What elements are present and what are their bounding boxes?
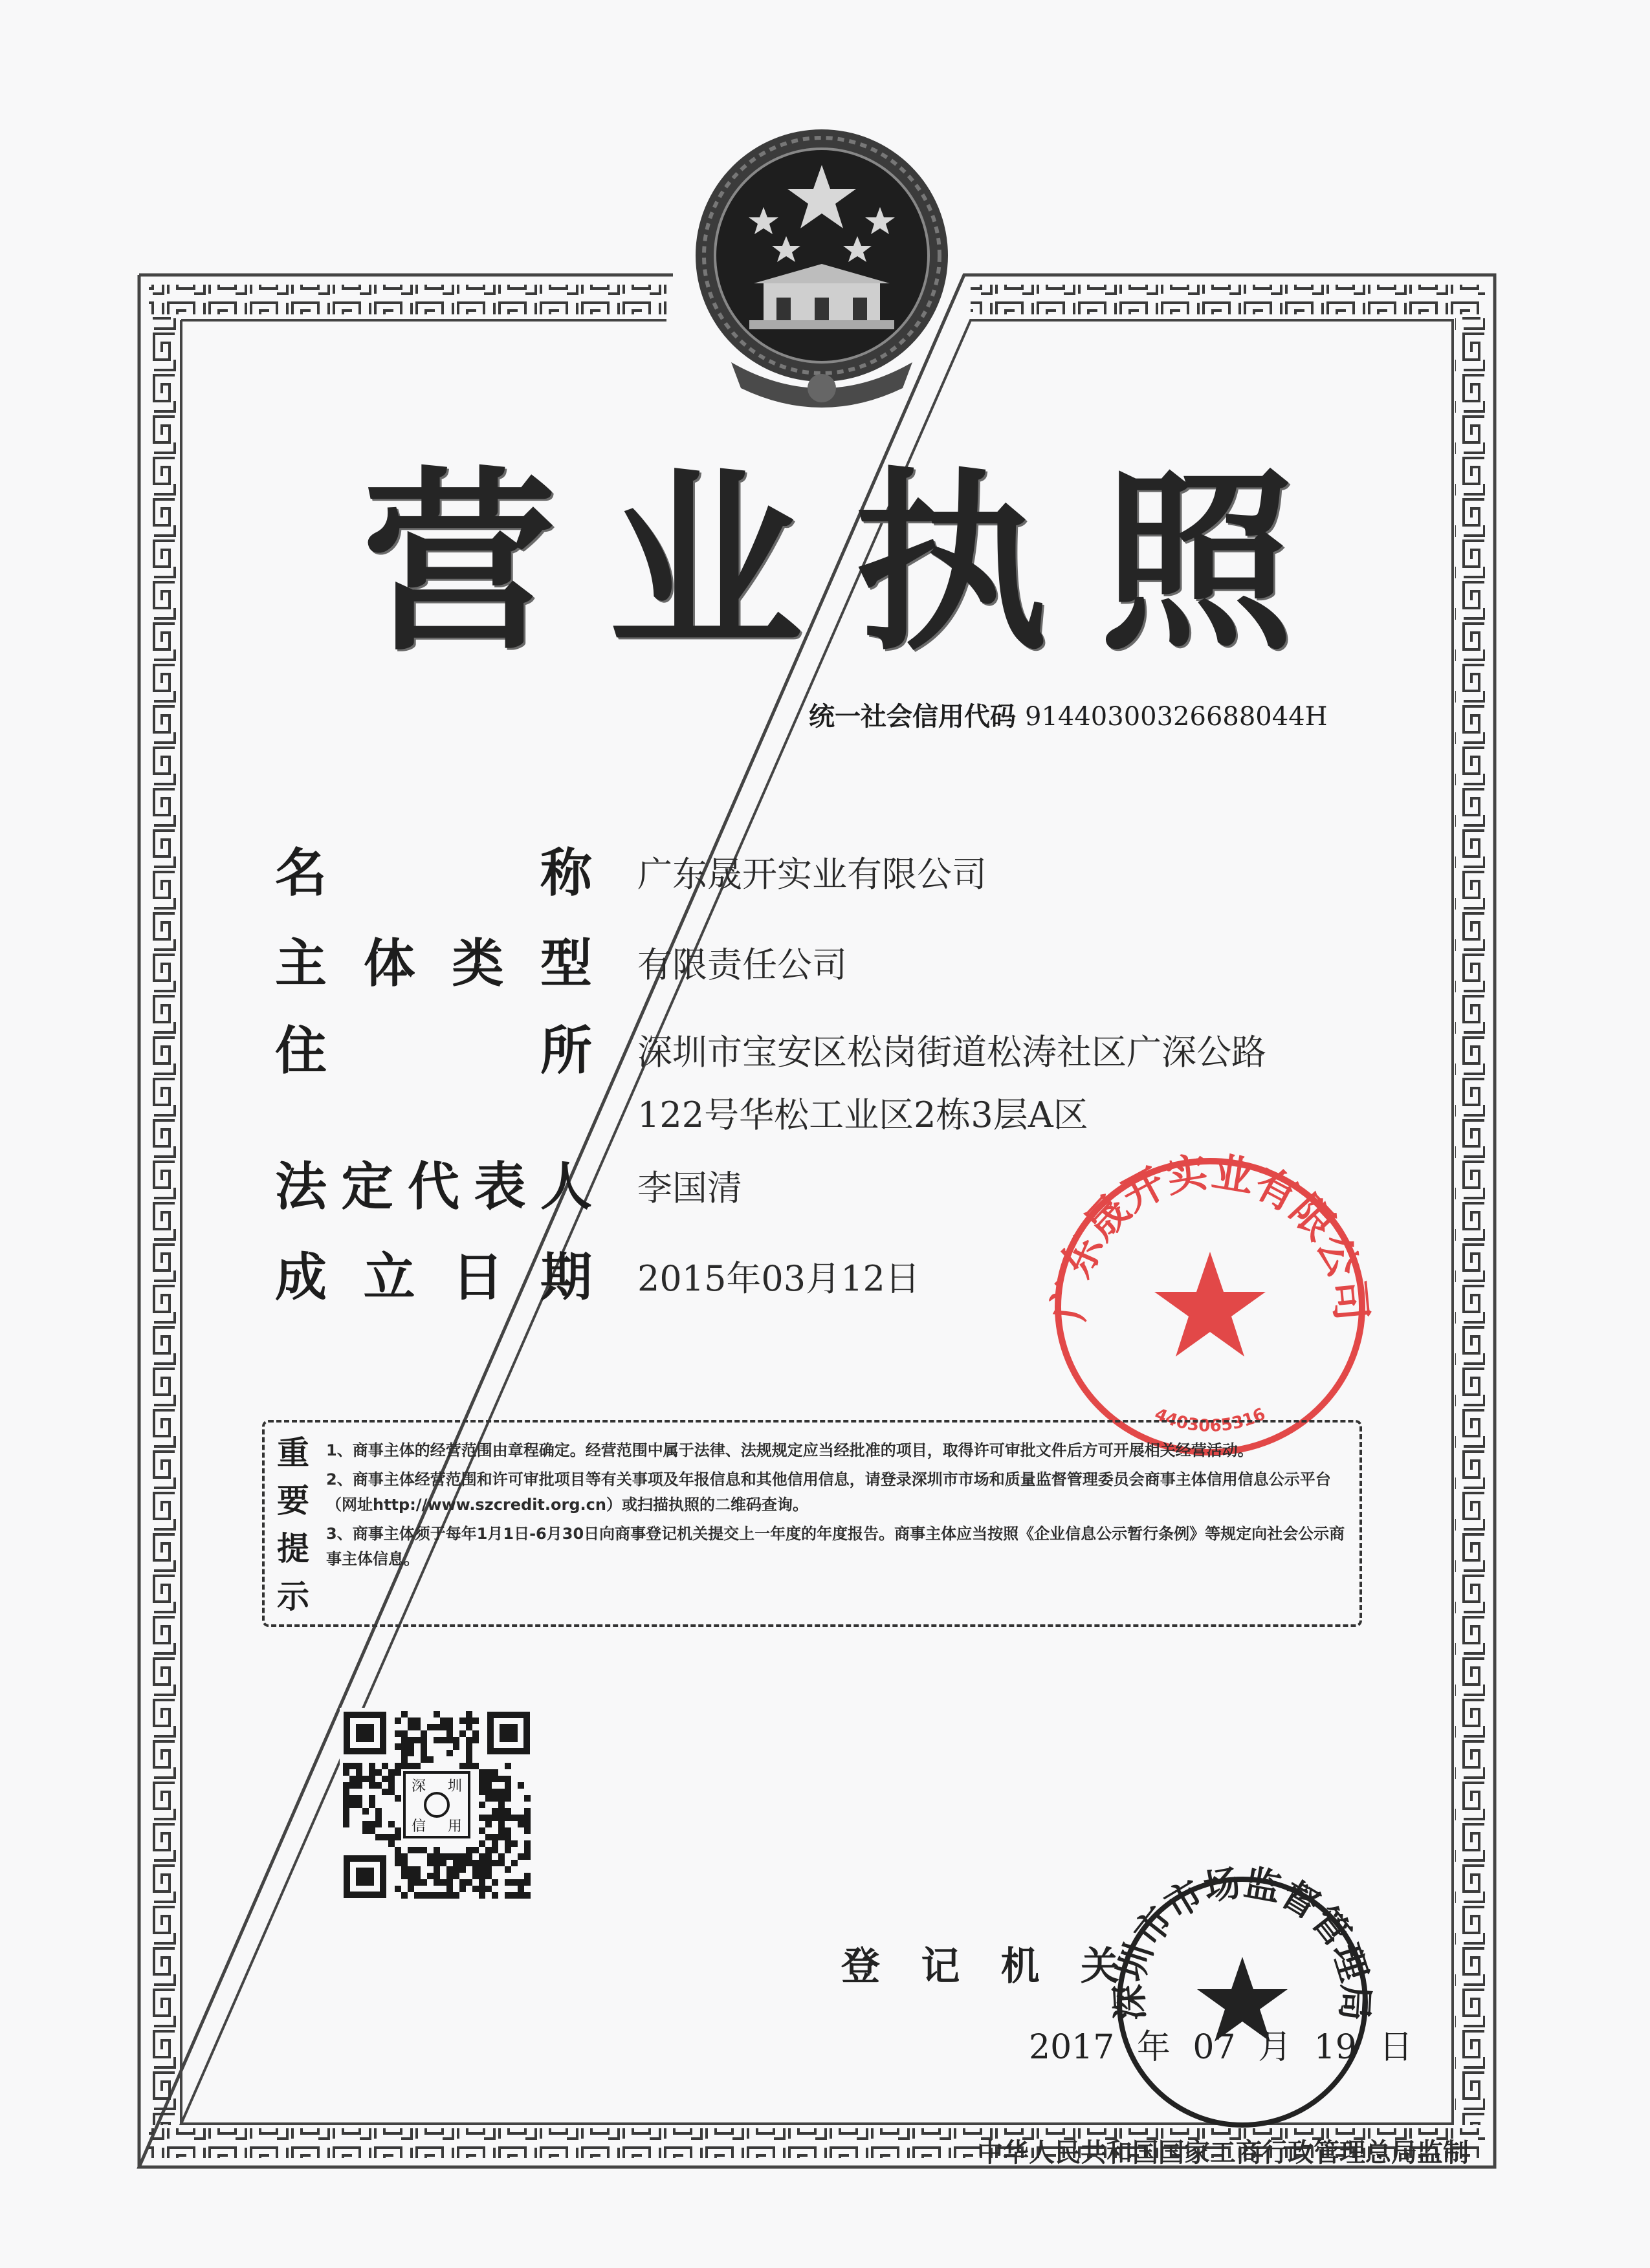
notice-heading: 重 要 提 示	[277, 1434, 309, 1615]
qr-module	[472, 1717, 479, 1724]
qr-module	[356, 1769, 362, 1776]
qr-module	[498, 1802, 505, 1808]
qr-module	[511, 1879, 518, 1886]
qr-module	[421, 1737, 427, 1743]
qr-module	[427, 1892, 434, 1899]
qr-module	[434, 1711, 440, 1717]
qr-module	[395, 1847, 401, 1853]
qr-module	[408, 1866, 414, 1873]
authority-seal-text: 深圳市市场监督管理局	[1108, 1862, 1377, 2022]
qr-module	[421, 1847, 427, 1853]
title-char: 业	[608, 448, 802, 677]
qr-module	[401, 1763, 408, 1769]
qr-module	[369, 1827, 375, 1834]
qr-module	[362, 1827, 369, 1834]
qr-module	[466, 1724, 472, 1730]
notice-body	[326, 1438, 1355, 1576]
qr-module	[518, 1886, 524, 1892]
qr-module	[414, 1892, 421, 1899]
qr-module	[401, 1892, 408, 1899]
qr-module	[479, 1782, 485, 1789]
qr-logo-char: 深	[411, 1778, 426, 1794]
qr-module	[459, 1886, 466, 1892]
qr-module	[427, 1724, 434, 1730]
qr-module	[446, 1892, 453, 1899]
qr-module	[401, 1750, 408, 1756]
qr-module	[434, 1853, 440, 1860]
qr-module	[440, 1853, 446, 1860]
qr-module	[518, 1879, 524, 1886]
qr-module	[498, 1795, 505, 1802]
qr-module	[343, 1802, 349, 1808]
qr-module	[498, 1834, 505, 1840]
qr-module	[466, 1750, 472, 1756]
credit-code	[809, 697, 1456, 736]
qr-module	[466, 1756, 472, 1763]
qr-module	[395, 1886, 401, 1892]
qr-module	[505, 1892, 511, 1899]
field-value-address-line2: 122号华松工业区2栋3层A区	[637, 1095, 1088, 1135]
qr-module	[414, 1717, 421, 1724]
qr-module	[459, 1730, 466, 1737]
qr-module	[408, 1743, 414, 1750]
qr-module	[518, 1782, 524, 1789]
qr-module	[524, 1879, 531, 1886]
registration-authority-label: 登 记 机 关	[841, 1944, 1119, 1989]
qr-module	[349, 1782, 356, 1789]
qr-module	[479, 1776, 485, 1782]
qr-module	[453, 1737, 459, 1743]
qr-module	[408, 1717, 414, 1724]
qr-module	[421, 1750, 427, 1756]
qr-module	[485, 1853, 492, 1860]
qr-module	[427, 1860, 434, 1866]
field-label-date: 成 立 日 期	[275, 1247, 592, 1307]
qr-module	[505, 1840, 511, 1847]
qr-module	[395, 1795, 401, 1802]
qr-module	[446, 1853, 453, 1860]
qr-module	[466, 1847, 472, 1853]
qr-module	[479, 1802, 485, 1808]
qr-module	[472, 1886, 479, 1892]
qr-module	[479, 1853, 485, 1860]
qr-module	[434, 1847, 440, 1853]
qr-module	[408, 1879, 414, 1886]
qr-module	[472, 1763, 479, 1769]
qr-module	[414, 1724, 421, 1730]
qr-module	[375, 1782, 382, 1789]
qr-module	[395, 1769, 401, 1776]
qr-module	[505, 1815, 511, 1821]
qr-module	[369, 1776, 375, 1782]
qr-module	[485, 1782, 492, 1789]
qr-module	[524, 1815, 531, 1821]
qr-module	[369, 1763, 375, 1769]
qr-module	[343, 1795, 349, 1802]
qr-module	[524, 1827, 531, 1834]
qr-module	[485, 1776, 492, 1782]
qr-module	[414, 1763, 421, 1769]
qr-module	[421, 1892, 427, 1899]
qr-module	[421, 1879, 427, 1886]
qr-module	[479, 1769, 485, 1776]
qr-module	[401, 1873, 408, 1879]
qr-module	[434, 1892, 440, 1899]
qr-module	[485, 1815, 492, 1821]
qr-module	[511, 1860, 518, 1866]
qr-module	[479, 1886, 485, 1892]
qr-module	[382, 1834, 388, 1840]
notice-item: 2、商事主体经营范围和许可审批项目等有关事项及年报信息和其他信用信息，请登录深圳市市场和质量监督管理委员会商事主体信用信息公示平台（网址http://www.szcredit.org.cn）或扫描执照的二维码查询。	[326, 1470, 1331, 1514]
qr-module	[498, 1808, 505, 1815]
qr-module	[505, 1879, 511, 1886]
qr-module	[453, 1743, 459, 1750]
title-char: 执	[854, 448, 1048, 677]
qr-module	[356, 1795, 362, 1802]
authority-seal	[1100, 1860, 1385, 2144]
qr-module	[369, 1769, 375, 1776]
qr-module	[414, 1847, 421, 1853]
qr-module	[408, 1873, 414, 1879]
qr-module	[466, 1879, 472, 1886]
qr-module	[485, 1886, 492, 1892]
qr-module	[492, 1776, 498, 1782]
qr-module	[505, 1763, 511, 1769]
qr-module	[362, 1776, 369, 1782]
qr-logo-char: 信	[411, 1818, 426, 1835]
qr-module	[375, 1821, 382, 1827]
qr-module	[388, 1782, 395, 1789]
qr-module	[485, 1847, 492, 1853]
company-seal-text: 广东晟开实业有限公司	[1045, 1148, 1375, 1324]
qr-module	[388, 1776, 395, 1782]
qr-module	[479, 1827, 485, 1834]
qr-module	[459, 1866, 466, 1873]
qr-module	[375, 1834, 382, 1840]
qr-module	[479, 1866, 485, 1873]
registration-date: 2017 年 07 月 19 日	[1029, 2028, 1413, 2067]
qr-module	[466, 1853, 472, 1860]
qr-module	[356, 1802, 362, 1808]
qr-module	[343, 1815, 349, 1821]
qr-module	[485, 1821, 492, 1827]
qr-module	[395, 1743, 401, 1750]
qr-module	[434, 1724, 440, 1730]
qr-module	[453, 1892, 459, 1899]
qr-module	[362, 1821, 369, 1827]
qr-module	[349, 1795, 356, 1802]
qr-module	[369, 1782, 375, 1789]
qr-module	[498, 1860, 505, 1866]
qr-module	[421, 1743, 427, 1750]
qr-module	[343, 1808, 349, 1815]
qr-module	[479, 1873, 485, 1879]
notice-item: 1、商事主体的经营范围由章程确定。经营范围中属于法律、法规规定应当经批准的项目，取得许可审批文件后方可开展相关经营活动。	[326, 1441, 1253, 1459]
supervisor-footer: 中华人民共和国国家工商行政管理总局监制	[977, 2138, 1469, 2168]
qr-module	[492, 1795, 498, 1802]
qr-module	[518, 1853, 524, 1860]
qr-module	[414, 1866, 421, 1873]
qr-module	[395, 1763, 401, 1769]
qr-module	[349, 1802, 356, 1808]
qr-module	[511, 1815, 518, 1821]
qr-module	[440, 1737, 446, 1743]
qr-module	[466, 1743, 472, 1750]
qr-module	[492, 1789, 498, 1795]
qr-logo-char: 用	[447, 1818, 463, 1835]
qr-module	[518, 1892, 524, 1899]
qr-module	[453, 1853, 459, 1860]
qr-module	[395, 1717, 401, 1724]
qr-module	[466, 1711, 472, 1717]
qr-module	[505, 1782, 511, 1789]
qr-module	[446, 1873, 453, 1879]
qr-module	[440, 1724, 446, 1730]
qr-module	[524, 1808, 531, 1815]
qr-module	[524, 1892, 531, 1899]
qr-module	[524, 1847, 531, 1853]
field-label-name: 名 称	[275, 843, 592, 903]
qr-module	[492, 1834, 498, 1840]
qr-module	[382, 1789, 388, 1795]
qr-module	[524, 1853, 531, 1860]
qr-module	[466, 1860, 472, 1866]
field-value-type: 有限责任公司	[637, 944, 847, 985]
company-seal-number: 4403065316	[1151, 1404, 1269, 1436]
qr-module	[459, 1879, 466, 1886]
qr-module	[343, 1789, 349, 1795]
qr-module	[524, 1795, 531, 1802]
qr-module	[375, 1769, 382, 1776]
qr-module	[492, 1769, 498, 1776]
qr-module	[401, 1860, 408, 1866]
qr-module	[453, 1860, 459, 1866]
qr-module	[414, 1873, 421, 1879]
qr-module	[356, 1782, 362, 1789]
qr-module	[356, 1776, 362, 1782]
qr-module	[446, 1886, 453, 1892]
qr-module	[485, 1873, 492, 1879]
qr-module	[498, 1815, 505, 1821]
qr-module	[524, 1840, 531, 1847]
qr-module	[343, 1763, 349, 1769]
qr-module	[492, 1892, 498, 1899]
qr-module	[349, 1763, 356, 1769]
qr-module	[421, 1730, 427, 1737]
qr-module	[479, 1860, 485, 1866]
qr-module	[485, 1795, 492, 1802]
qr-module	[434, 1860, 440, 1866]
qr-module	[446, 1879, 453, 1886]
qr-module	[446, 1737, 453, 1743]
qr-module	[395, 1730, 401, 1737]
qr-module	[401, 1756, 408, 1763]
qr-module	[440, 1860, 446, 1866]
field-label-address: 住 所	[275, 1021, 592, 1081]
qr-module	[485, 1866, 492, 1873]
notice-item: 3、商事主体须于每年1月1日-6月30日向商事登记机关提交上一年度的年度报告。商事主体应当按照《企业信息公示暂行条例》等规定向社会公示商事主体信息。	[326, 1525, 1345, 1568]
qr-module	[485, 1789, 492, 1795]
qr-module	[369, 1821, 375, 1827]
qr-module	[395, 1853, 401, 1860]
qr-module	[453, 1873, 459, 1879]
qr-module	[505, 1827, 511, 1834]
qr-module	[414, 1879, 421, 1886]
qr-module	[518, 1815, 524, 1821]
qr-module	[472, 1847, 479, 1853]
qr-module	[369, 1795, 375, 1802]
field-label-representative: 法 定 代 表 人	[275, 1157, 592, 1217]
field-value-date: 2015年03月12日	[637, 1258, 920, 1299]
qr-module	[518, 1821, 524, 1827]
qr-module	[485, 1860, 492, 1866]
title-char: 照	[1100, 448, 1294, 677]
qr-module	[446, 1717, 453, 1724]
qr-module	[479, 1815, 485, 1821]
qr-module	[505, 1847, 511, 1853]
qr-module	[375, 1815, 382, 1821]
qr-module	[434, 1866, 440, 1873]
qr-module	[440, 1879, 446, 1886]
qr-module	[472, 1860, 479, 1866]
qr-module	[401, 1730, 408, 1737]
qr-module	[505, 1776, 511, 1782]
credit-code-value: 91440300326688044H	[1025, 702, 1328, 732]
qr-module	[388, 1821, 395, 1827]
qr-module	[459, 1860, 466, 1866]
qr-module	[401, 1853, 408, 1860]
qr-module	[446, 1724, 453, 1730]
qr-module	[343, 1782, 349, 1789]
qr-module	[395, 1860, 401, 1866]
qr-module	[427, 1873, 434, 1879]
qr-module	[440, 1892, 446, 1899]
qr-module	[408, 1724, 414, 1730]
qr-module	[408, 1763, 414, 1769]
qr-module	[401, 1737, 408, 1743]
qr-module	[472, 1730, 479, 1737]
credit-code-label: 统一社会信用代码	[809, 702, 1016, 732]
qr-module	[349, 1776, 356, 1782]
qr-module	[505, 1789, 511, 1795]
qr-module	[388, 1834, 395, 1840]
qr-module	[440, 1717, 446, 1724]
qr-module	[408, 1886, 414, 1892]
qr-module	[505, 1866, 511, 1873]
qr-module	[479, 1879, 485, 1886]
qr-module	[395, 1827, 401, 1834]
field-value-address-line1: 深圳市宝安区松岗街道松涛社区广深公路	[637, 1032, 1266, 1073]
qr-module	[427, 1853, 434, 1860]
qr-code[interactable]	[340, 1708, 534, 1902]
qr-module	[472, 1737, 479, 1743]
qr-module	[492, 1879, 498, 1886]
qr-module	[505, 1834, 511, 1840]
qr-module	[511, 1892, 518, 1899]
qr-module	[492, 1847, 498, 1853]
qr-module	[395, 1834, 401, 1840]
qr-logo-char: 圳	[447, 1778, 463, 1794]
qr-module	[498, 1789, 505, 1795]
qr-module	[466, 1717, 472, 1724]
document-title	[362, 448, 1294, 677]
qr-module	[446, 1866, 453, 1873]
qr-module	[401, 1711, 408, 1717]
company-seal	[1035, 1142, 1385, 1465]
qr-module	[459, 1763, 466, 1769]
qr-module	[421, 1756, 427, 1763]
qr-module	[343, 1821, 349, 1827]
qr-module	[401, 1743, 408, 1750]
qr-module	[492, 1860, 498, 1866]
qr-module	[459, 1717, 466, 1724]
qr-module	[388, 1789, 395, 1795]
qr-module	[388, 1769, 395, 1776]
qr-module	[479, 1892, 485, 1899]
qr-module	[492, 1815, 498, 1821]
qr-module	[498, 1853, 505, 1860]
qr-module	[524, 1821, 531, 1827]
qr-module	[492, 1840, 498, 1847]
qr-module	[492, 1808, 498, 1815]
qr-module	[408, 1750, 414, 1756]
qr-module	[446, 1750, 453, 1756]
qr-module	[505, 1795, 511, 1802]
qr-module	[408, 1847, 414, 1853]
qr-module	[388, 1840, 395, 1847]
field-label-type: 主 体 类 型	[275, 933, 592, 994]
qr-module	[485, 1769, 492, 1776]
qr-module	[472, 1873, 479, 1879]
qr-module	[414, 1737, 421, 1743]
qr-module	[472, 1866, 479, 1873]
qr-module	[382, 1763, 388, 1769]
qr-module	[511, 1840, 518, 1847]
qr-module	[479, 1840, 485, 1847]
qr-module	[453, 1866, 459, 1873]
qr-module	[498, 1821, 505, 1827]
qr-module	[524, 1873, 531, 1879]
qr-module	[459, 1853, 466, 1860]
qr-module	[362, 1808, 369, 1815]
important-notice	[262, 1420, 1362, 1627]
qr-module	[485, 1834, 492, 1840]
qr-module	[434, 1873, 440, 1879]
qr-module	[375, 1808, 382, 1815]
field-value-representative: 李国清	[637, 1168, 742, 1208]
qr-module	[434, 1879, 440, 1886]
qr-module	[408, 1737, 414, 1743]
qr-module	[434, 1737, 440, 1743]
field-value-name: 广东晟开实业有限公司	[637, 854, 987, 895]
qr-module	[479, 1789, 485, 1795]
title-char: 营	[362, 448, 556, 677]
qr-module	[401, 1866, 408, 1873]
national-emblem	[673, 110, 971, 414]
qr-module	[446, 1730, 453, 1737]
qr-module	[498, 1827, 505, 1834]
qr-module	[382, 1776, 388, 1782]
qr-module	[427, 1756, 434, 1763]
qr-module	[498, 1776, 505, 1782]
qr-module	[505, 1808, 511, 1815]
qr-module	[343, 1769, 349, 1776]
qr-module	[369, 1802, 375, 1808]
qr-module	[466, 1763, 472, 1769]
qr-module	[466, 1737, 472, 1743]
qr-module	[356, 1763, 362, 1769]
